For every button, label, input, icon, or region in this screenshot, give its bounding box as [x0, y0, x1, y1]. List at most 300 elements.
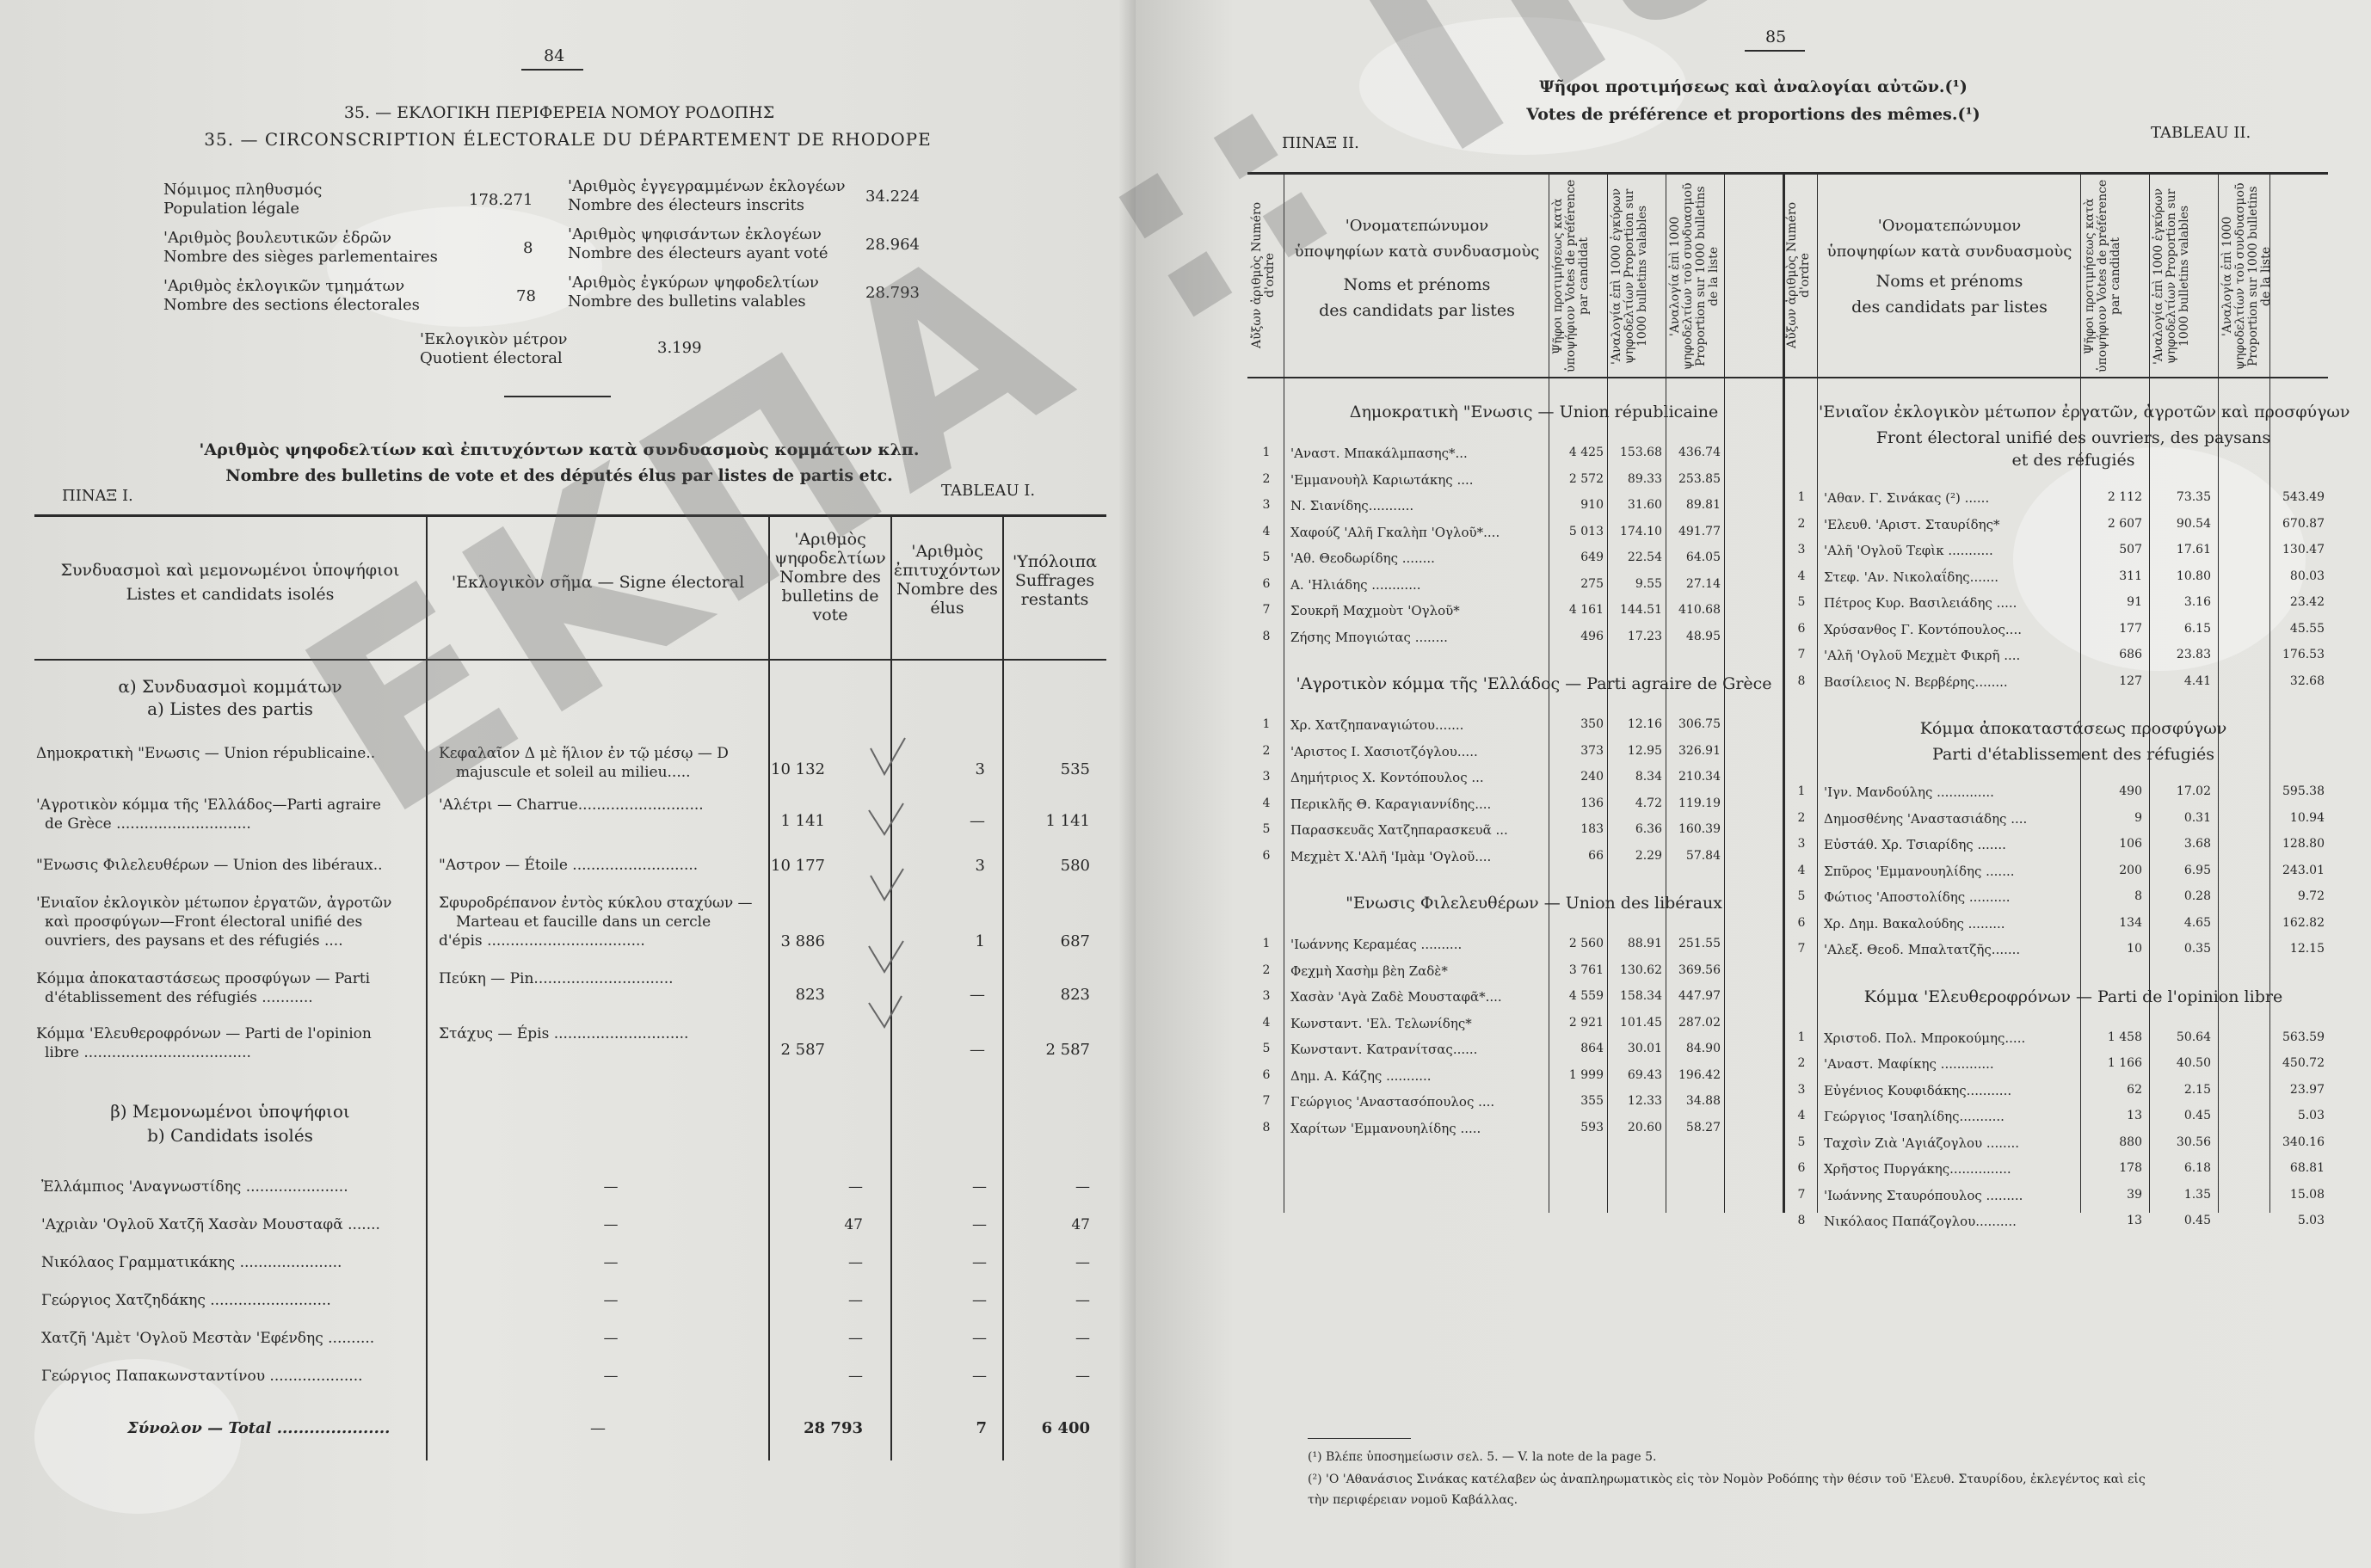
proportion-1000-list: 253.85 — [1678, 471, 1721, 486]
preference-votes: 880 — [2119, 1134, 2142, 1149]
row-number: 6 — [1262, 1067, 1271, 1082]
proportion-1000-list: 9.72 — [2297, 889, 2325, 903]
proportion-1000-list: 243.01 — [2282, 863, 2325, 877]
table2-title-greek: Ψῆφοι προτιμήσεως καὶ ἀναλογίαι αὐτῶν.(¹) — [1539, 77, 1968, 96]
isolated-candidate-name: Χατζῆ 'Αμὲτ 'Ογλοῦ Μεστὰν 'Εφένδης .......... — [41, 1330, 375, 1347]
preference-votes: 4 161 — [1568, 603, 1604, 617]
section-b-french: b) Candidats isolés — [147, 1125, 313, 1146]
candidate-name: 'Ιωάννης Κεραμέας .......... — [1290, 937, 1463, 952]
header-order-left: Αὔξων ἀριθμὸς Numéro d'ordre — [1250, 201, 1277, 349]
preference-votes: 350 — [1580, 717, 1604, 731]
header-names-fr2-right: des candidats par listes — [1851, 298, 2048, 317]
preference-votes: 9 — [2134, 810, 2142, 825]
party-name: Κόμμα 'Ελευθεροφρόνων — Parti de l'opinion — [36, 1025, 372, 1042]
candidate-name: Ζήσης Μπογιώτας ........ — [1290, 629, 1448, 645]
registered-label-fr: Nombre des électeurs inscrits — [568, 196, 804, 214]
proportion-1000-valid: 9.55 — [1635, 576, 1662, 591]
candidate-name: Ν. Σιανίδης........... — [1290, 498, 1414, 513]
candidate-name: 'Αθ. Θεοδωρίδης ........ — [1290, 550, 1435, 566]
party-name-cont: d'établissement des réfugiés ........... — [45, 989, 313, 1006]
col-header-elected: 'Αριθμὸς ἐπιτυχόντων Nombre des élus — [893, 542, 1001, 618]
isolated-votes: — — [848, 1330, 863, 1347]
header-names-fr1-right: Noms et prénoms — [1875, 272, 2023, 291]
proportion-1000-valid: 4.72 — [1635, 796, 1662, 810]
list-title: Κόμμα 'Ελευθεροφρόνων — Parti de l'opinion libre — [1863, 987, 2283, 1006]
quotient-label-fr: Quotient électoral — [420, 349, 563, 367]
left-page — [0, 0, 1136, 1568]
proportion-1000-list: 130.47 — [2282, 543, 2325, 556]
proportion-1000-list: 306.75 — [1678, 717, 1721, 731]
population-label-gr: Νόμιμος πληθυσμός — [163, 181, 323, 199]
right-page — [1136, 0, 2371, 1568]
preference-votes: 3 761 — [1568, 962, 1604, 977]
col-header-votes: 'Αριθμὸς ψηφοδελτίων Nombre des bulletins de vote — [774, 530, 886, 624]
isolated-elected: — — [972, 1254, 987, 1271]
proportion-1000-valid: 4.41 — [2183, 673, 2211, 688]
row-number: 3 — [1797, 1082, 1806, 1097]
row-number: 2 — [1797, 810, 1806, 825]
party-name-cont: libre .................................... — [45, 1044, 251, 1061]
proportion-1000-valid: 22.54 — [1627, 550, 1662, 564]
row-number: 4 — [1262, 796, 1271, 810]
proportion-1000-valid: 0.45 — [2183, 1214, 2211, 1227]
table-label-greek: ΠΙΝΑΞ Ι. — [62, 487, 133, 505]
header-prop1000-right: 'Αναλογία ἐπὶ 1000 ἐγκύρων ψηφοδελτίων Proportion sur 1000 bulletins valables — [2152, 188, 2191, 365]
page-number: 84 — [544, 46, 565, 65]
proportion-1000-list: 58.27 — [1685, 1120, 1721, 1134]
isolated-votes: 47 — [844, 1216, 863, 1233]
preference-votes: 4 425 — [1568, 446, 1604, 459]
isolated-remaining: 47 — [1071, 1216, 1090, 1233]
page-number: 85 — [1765, 28, 1787, 46]
preference-votes: 39 — [2127, 1187, 2142, 1202]
candidate-name: Χαφούζ 'Αλῆ Γκαλὴπ 'Ογλοῦ*.... — [1290, 524, 1500, 540]
proportion-1000-valid: 8.34 — [1635, 770, 1662, 784]
proportion-1000-list: 160.39 — [1678, 822, 1721, 836]
preference-votes: 910 — [1580, 498, 1604, 512]
electoral-sign-cont: majuscule et soleil au milieu..... — [456, 764, 691, 781]
proportion-1000-list: 326.91 — [1678, 743, 1721, 758]
proportion-1000-list: 491.77 — [1678, 524, 1721, 538]
row-number: 5 — [1262, 822, 1271, 836]
proportion-1000-list: 5.03 — [2297, 1214, 2325, 1227]
proportion-1000-list: 543.49 — [2282, 490, 2325, 504]
list-title-cont: Front électoral unifié des ouvriers, des paysans — [1875, 428, 2271, 447]
pencil-tick-marks — [860, 731, 938, 1041]
proportion-1000-list: 5.03 — [2297, 1109, 2325, 1122]
isolated-candidate-name: Γεώργιος Παπακωνσταντίνου .................... — [41, 1368, 363, 1385]
header-votes-left: Ψῆφοι προτιμήσεως κατὰ ὑποψήφιον Votes de préférence par candidat — [1551, 179, 1591, 373]
col-header-sign: 'Εκλογικὸν σῆμα — Signe électoral — [451, 573, 745, 592]
row-number: 1 — [1262, 446, 1271, 459]
header-proplist-right: 'Αναλογία ἐπὶ 1000 ψηφοδελτίων τοῦ συνδυασμοῦ Proportion sur 1000 bulletins de la liste — [2220, 182, 2273, 370]
total-votes: 28 793 — [804, 1419, 863, 1437]
candidate-name: 'Εμμανουὴλ Καριωτάκης .... — [1290, 471, 1474, 488]
candidate-name: 'Αναστ. Μπακάλμπασης*... — [1290, 446, 1468, 461]
preference-votes: 864 — [1580, 1042, 1604, 1055]
proportion-1000-list: 34.88 — [1685, 1094, 1721, 1108]
candidate-name: Βασίλειος Ν. Βερβέρης........ — [1824, 673, 2008, 690]
party-name: Δημοκρατικὴ "Ενωσις — Union républicaine.. — [36, 745, 376, 762]
party-remaining: 535 — [1060, 760, 1090, 778]
isolated-elected: — — [972, 1292, 987, 1309]
proportion-1000-valid: 40.50 — [2176, 1056, 2211, 1070]
preference-votes: 183 — [1580, 822, 1604, 836]
candidate-name: 'Αλῆ 'Ογλοῦ Μεχμὲτ Φικρῆ .... — [1824, 648, 2021, 663]
population-label-fr: Population légale — [163, 200, 300, 218]
proportion-1000-valid: 2.15 — [2183, 1082, 2211, 1097]
party-elected: 3 — [975, 857, 985, 875]
isolated-votes: — — [848, 1368, 863, 1385]
valid-label-gr: 'Αριθμὸς ἐγκύρων ψηφοδελτίων — [568, 274, 819, 292]
candidate-name: Σπῦρος 'Εμμανουηλίδης ....... — [1824, 863, 2015, 879]
party-votes: 10 132 — [771, 760, 825, 778]
quotient-label-gr: 'Εκλογικὸν μέτρον — [420, 330, 568, 348]
footnote-2-line1: (²) 'Ο 'Αθανάσιος Σινάκας κατέλαβεν ὡς ἀναπληρωματικὸς εἰς τὸν Νομὸν Ροδόπης τὴν θέσιν τοῦ 'Ελευθ. Σταυρίδου, ἐκλεγέντος καὶ εἰς — [1308, 1473, 2146, 1486]
preference-votes: 240 — [1580, 770, 1604, 784]
candidate-name: 'Ιωάννης Σταυρόπουλος ......... — [1824, 1187, 2023, 1203]
table2-title-french: Votes de préférence et proportions des mêmes.(¹) — [1526, 105, 1980, 124]
proportion-1000-list: 670.87 — [2282, 516, 2325, 531]
proportion-1000-list: 15.08 — [2289, 1187, 2325, 1202]
candidate-name: Χρῆστος Πυργάκης............... — [1824, 1161, 2011, 1177]
candidate-name: Πέτρος Κυρ. Βασιλειάδης ..... — [1824, 595, 2017, 611]
list-title: Κόμμα ἀποκαταστάσεως προσφύγων — [1919, 719, 2227, 738]
preference-votes: 91 — [2127, 595, 2142, 609]
row-number: 6 — [1797, 915, 1806, 930]
header-names-fr1-left: Noms et prénoms — [1343, 275, 1491, 294]
list-title-cont: et des réfugiés — [2011, 451, 2135, 470]
candidate-name: Κωνσταντ. Κατρανίτσας...... — [1290, 1042, 1478, 1057]
party-remaining: 687 — [1060, 932, 1090, 950]
proportion-1000-valid: 17.02 — [2176, 784, 2211, 798]
candidate-name: Μεχμὲτ Χ.'Αλῆ 'Ιμὰμ 'Ογλοῦ.... — [1290, 848, 1492, 864]
preference-votes: 649 — [1580, 550, 1604, 564]
row-number: 3 — [1797, 837, 1806, 851]
proportion-1000-valid: 0.28 — [2183, 889, 2211, 903]
isolated-remaining: — — [1075, 1330, 1090, 1347]
party-name: 'Ενιαῖον ἐκλογικὸν μέτωπον ἐργατῶν, ἀγροτῶν — [36, 895, 392, 912]
candidate-name: Χρ. Δημ. Βακαλούδης ......... — [1824, 915, 2005, 932]
candidate-name: Χασὰν 'Αγὰ Ζαδὲ Μουσταφᾶ*.... — [1290, 989, 1502, 1005]
candidate-name: Φεχμὴ Χασὴμ βὲη Ζαδὲ* — [1290, 962, 1448, 979]
proportion-1000-valid: 30.56 — [2176, 1134, 2211, 1149]
isolated-sign: — — [603, 1330, 619, 1347]
total-sign: — — [590, 1419, 606, 1437]
candidate-name: Νικόλαος Παπάζογλου.......... — [1824, 1214, 2017, 1229]
preference-votes: 13 — [2127, 1109, 2142, 1122]
row-number: 8 — [1262, 629, 1271, 643]
proportion-1000-valid: 88.91 — [1627, 937, 1662, 950]
party-name: 'Αγροτικὸν κόμμα τῆς 'Ελλάδος—Parti agraire — [36, 796, 381, 814]
electoral-sign-cont: d'épis .................................. — [439, 932, 645, 950]
row-number: 7 — [1797, 1187, 1806, 1202]
sections-label-fr: Nombre des sections électorales — [163, 296, 420, 314]
proportion-1000-list: 23.42 — [2289, 595, 2325, 609]
isolated-candidate-name: 'Αχριὰν 'Ογλοῦ Χατζῆ Χασὰν Μουσταφᾶ ....... — [41, 1216, 380, 1233]
row-number: 8 — [1797, 673, 1806, 688]
table-label-french: TABLEAU I. — [941, 482, 1036, 500]
list-title: Δημοκρατικὴ "Ενωσις — Union républicaine — [1349, 403, 1719, 421]
proportion-1000-valid: 0.45 — [2183, 1109, 2211, 1122]
row-number: 8 — [1797, 1214, 1806, 1227]
proportion-1000-list: 563.59 — [2282, 1030, 2325, 1044]
candidate-name: Παρασκευᾶς Χατζηπαρασκευᾶ ... — [1290, 822, 1508, 838]
row-number: 1 — [1797, 784, 1806, 798]
candidate-name: Φώτιος 'Αποστολίδης .......... — [1824, 889, 2011, 905]
proportion-1000-valid: 0.35 — [2183, 942, 2211, 956]
preference-votes: 136 — [1580, 796, 1604, 810]
proportion-1000-valid: 12.33 — [1627, 1094, 1662, 1108]
preference-votes: 275 — [1580, 576, 1604, 591]
candidate-name: Στεφ. 'Αν. Νικολαΐδης....... — [1824, 569, 1999, 585]
proportion-1000-list: 210.34 — [1678, 770, 1721, 784]
preference-votes: 106 — [2119, 837, 2142, 851]
list-title: 'Ενιαῖον ἐκλογικὸν μέτωπον ἐργατῶν, ἀγροτῶν καὶ προσφύγων — [1819, 403, 2350, 421]
header-votes-right: Ψῆφοι προτιμήσεως κατὰ ὑποψήφιον Votes de préférence par candidat — [2083, 179, 2122, 373]
proportion-1000-valid: 17.61 — [2176, 543, 2211, 556]
header-names-gr2-right: ὑποψηφίων κατὰ συνδυασμοὺς — [1826, 243, 2072, 261]
preference-votes: 10 — [2127, 942, 2142, 956]
preference-votes: 8 — [2134, 889, 2142, 903]
header-names-gr1-left: 'Ονοματεπώνυμον — [1345, 217, 1489, 235]
quotient-value: 3.199 — [657, 339, 702, 357]
party-name: "Ενωσις Φιλελευθέρων — Union des libéraux.. — [36, 857, 383, 874]
proportion-1000-valid: 69.43 — [1627, 1067, 1662, 1082]
electoral-sign: "Αστρον — Étoile ........................... — [439, 857, 699, 874]
candidate-name: Χριστοδ. Πολ. Μπροκούμης..... — [1824, 1030, 2026, 1046]
header-prop1000-left: 'Αναλογία ἐπὶ 1000 ἐγκύρων ψηφοδελτίων Proportion sur 1000 bulletins valables — [1610, 188, 1649, 365]
candidate-name: 'Αριστος Ι. Χασιοτζόγλου..... — [1290, 743, 1478, 759]
candidate-name: Εὐγένιος Κουφιδάκης........... — [1824, 1082, 2012, 1098]
candidate-name: Χρύσανθος Γ. Κοντόπουλος.... — [1824, 621, 2022, 637]
row-number: 2 — [1262, 743, 1271, 758]
row-number: 8 — [1262, 1120, 1271, 1134]
preference-votes: 1 999 — [1568, 1067, 1604, 1082]
proportion-1000-valid: 10.80 — [2176, 569, 2211, 583]
party-elected: 1 — [975, 932, 985, 950]
proportion-1000-valid: 1.35 — [2183, 1187, 2211, 1202]
party-elected: — — [970, 1041, 985, 1059]
party-remaining: 823 — [1060, 986, 1090, 1004]
proportion-1000-valid: 12.95 — [1627, 743, 1662, 758]
proportion-1000-valid: 23.83 — [2176, 648, 2211, 661]
sections-label-gr: 'Αριθμὸς ἐκλογικῶν τμημάτων — [163, 277, 405, 295]
preference-votes: 355 — [1580, 1094, 1604, 1108]
party-votes: 2 587 — [780, 1041, 825, 1059]
candidate-name: Χρ. Χατζηπαναγιώτου....... — [1290, 717, 1464, 733]
proportion-1000-list: 45.55 — [2289, 621, 2325, 636]
isolated-candidate-name: Γεώργιος Χατζηδάκης .......................... — [41, 1292, 331, 1309]
isolated-votes: — — [848, 1254, 863, 1271]
proportion-1000-valid: 3.16 — [2183, 595, 2211, 609]
proportion-1000-valid: 17.23 — [1627, 629, 1662, 643]
isolated-remaining: — — [1075, 1292, 1090, 1309]
list-title: "Ενωσις Φιλελευθέρων — Union des libéraux — [1346, 894, 1722, 913]
party-remaining: 580 — [1060, 857, 1090, 875]
candidate-name: Κωνσταντ. 'Ελ. Τελωνίδης* — [1290, 1015, 1472, 1031]
preference-votes: 1 166 — [2107, 1056, 2142, 1070]
proportion-1000-valid: 144.51 — [1620, 603, 1662, 617]
proportion-1000-list: 410.68 — [1678, 603, 1721, 617]
proportion-1000-list: 196.42 — [1678, 1067, 1721, 1082]
proportion-1000-valid: 158.34 — [1620, 989, 1662, 1003]
valid-value: 28.793 — [865, 284, 920, 302]
seats-value: 8 — [523, 239, 533, 257]
proportion-1000-list: 450.72 — [2282, 1056, 2325, 1070]
proportion-1000-valid: 6.95 — [2183, 863, 2211, 877]
row-number: 1 — [1797, 490, 1806, 504]
registered-value: 34.224 — [865, 188, 920, 206]
party-elected: 3 — [975, 760, 985, 778]
candidate-name: 'Ελευθ. 'Αριστ. Σταυρίδης* — [1824, 516, 2000, 532]
candidate-name: Δημοσθένης 'Αναστασιάδης .... — [1824, 810, 2028, 827]
party-votes: 3 886 — [780, 932, 825, 950]
party-name: Κόμμα ἀποκαταστάσεως προσφύγων — Parti — [36, 970, 371, 987]
preference-votes: 2 607 — [2107, 516, 2142, 531]
proportion-1000-valid: 6.15 — [2183, 621, 2211, 636]
isolated-remaining: — — [1075, 1368, 1090, 1385]
proportion-1000-list: 68.81 — [2289, 1161, 2325, 1175]
preference-votes: 311 — [2119, 569, 2142, 583]
row-number: 4 — [1797, 1109, 1806, 1122]
electoral-sign: Πεύκη — Pin.............................. — [439, 970, 674, 987]
voted-label-gr: 'Αριθμὸς ψηφισάντων ἐκλογέων — [568, 225, 822, 243]
preference-votes: 4 559 — [1568, 989, 1604, 1003]
proportion-1000-list: 436.74 — [1678, 446, 1721, 459]
col-header-lists-fr: Listes et candidats isolés — [126, 585, 335, 604]
table2-label-french: TABLEAU II. — [2151, 124, 2251, 142]
preference-votes: 62 — [2127, 1082, 2142, 1097]
proportion-1000-valid: 89.33 — [1627, 471, 1662, 486]
proportion-1000-valid: 130.62 — [1620, 962, 1662, 977]
section-a-french: a) Listes des partis — [147, 698, 313, 719]
row-number: 5 — [1797, 889, 1806, 903]
candidate-name: 'Αλῆ 'Ογλοῦ Τεφὶκ ........... — [1824, 543, 1993, 558]
watermark: ΕΚΠΑ :: — [258, 10, 1392, 874]
header-names-fr2-left: des candidats par listes — [1319, 301, 1515, 320]
preference-votes: 200 — [2119, 863, 2142, 877]
candidate-name: Σουκρῆ Μαχμοὺτ 'Ογλοῦ* — [1290, 603, 1460, 618]
isolated-sign: — — [603, 1368, 619, 1385]
proportion-1000-valid: 90.54 — [2176, 516, 2211, 531]
proportion-1000-list: 369.56 — [1678, 962, 1721, 977]
row-number: 1 — [1262, 937, 1271, 950]
row-number: 1 — [1262, 717, 1271, 731]
row-number: 5 — [1262, 550, 1271, 564]
proportion-1000-list: 251.55 — [1678, 937, 1721, 950]
proportion-1000-list: 128.80 — [2282, 837, 2325, 851]
electoral-sign: Σφυροδρέπανον ἐντὸς κύκλου σταχύων — — [439, 895, 753, 912]
row-number: 6 — [1797, 1161, 1806, 1175]
proportion-1000-valid: 12.16 — [1627, 717, 1662, 731]
party-votes: 823 — [795, 986, 825, 1004]
row-number: 4 — [1797, 863, 1806, 877]
col-header-remaining: 'Υπόλοιπα Suffrages restants — [1013, 552, 1097, 609]
row-number: 3 — [1262, 770, 1271, 784]
row-number: 3 — [1262, 498, 1271, 512]
row-number: 2 — [1262, 962, 1271, 977]
seats-label-gr: 'Αριθμὸς βουλευτικῶν ἑδρῶν — [163, 229, 391, 247]
party-elected: — — [970, 812, 985, 830]
preference-votes: 2 112 — [2107, 490, 2142, 504]
total-label: Σύνολον — Total ..................... — [127, 1419, 391, 1437]
district-title-french: 35. — CIRCONSCRIPTION ÉLECTORALE DU DÉPARTEMENT DE RHODOPE — [204, 129, 932, 150]
preference-votes: 178 — [2119, 1161, 2142, 1175]
proportion-1000-valid: 30.01 — [1627, 1042, 1662, 1055]
party-remaining: 2 587 — [1045, 1041, 1090, 1059]
row-number: 7 — [1797, 648, 1806, 661]
header-proplist-left: 'Αναλογία ἐπὶ 1000 ψηφοδελτίων τοῦ συνδυασμοῦ Proportion sur 1000 bulletins de la liste — [1668, 182, 1721, 370]
preference-votes: 507 — [2119, 543, 2142, 556]
isolated-remaining: — — [1075, 1178, 1090, 1196]
isolated-candidate-name: Ἐλλάμπιος 'Αναγνωστίδης ...................... — [41, 1178, 348, 1196]
isolated-elected: — — [972, 1330, 987, 1347]
preference-votes: 2 560 — [1568, 937, 1604, 950]
footnote-2-line2: τὴν περιφέρειαν νομοῦ Καβάλλας. — [1308, 1493, 1518, 1507]
isolated-sign: — — [603, 1216, 619, 1233]
candidate-name: Περικλῆς Θ. Καραγιαννίδης.... — [1290, 796, 1492, 812]
header-names-gr1-right: 'Ονοματεπώνυμον — [1877, 217, 2022, 235]
preference-votes: 2 572 — [1568, 471, 1604, 486]
preference-votes: 1 458 — [2107, 1030, 2142, 1044]
voted-value: 28.964 — [865, 236, 920, 254]
proportion-1000-list: 64.05 — [1685, 550, 1721, 564]
row-number: 3 — [1262, 989, 1271, 1003]
preference-votes: 5 013 — [1568, 524, 1604, 538]
proportion-1000-list: 57.84 — [1685, 848, 1721, 863]
registered-label-gr: 'Αριθμὸς ἐγγεγραμμένων ἐκλογέων — [568, 177, 846, 195]
row-number: 2 — [1262, 471, 1271, 486]
row-number: 6 — [1262, 576, 1271, 591]
header-names-gr2-left: ὑποψηφίων κατὰ συνδυασμοὺς — [1294, 243, 1540, 261]
proportion-1000-valid: 6.18 — [2183, 1161, 2211, 1175]
preference-votes: 66 — [1588, 848, 1604, 863]
population-value: 178.271 — [469, 191, 533, 209]
proportion-1000-list: 12.15 — [2289, 942, 2325, 956]
preference-votes: 490 — [2119, 784, 2142, 798]
candidate-name: 'Ιγν. Μανδούλης .............. — [1824, 784, 1994, 800]
proportion-1000-list: 80.03 — [2289, 569, 2325, 583]
preference-votes: 177 — [2119, 621, 2142, 636]
isolated-sign: — — [603, 1178, 619, 1196]
party-votes: 1 141 — [780, 812, 825, 830]
electoral-sign: 'Αλέτρι — Charrue........................... — [439, 796, 704, 814]
proportion-1000-valid: 153.68 — [1620, 446, 1662, 459]
footnote-1: (¹) Βλέπε ὑποσημείωσιν σελ. 5. — V. la note de la page 5. — [1308, 1450, 1657, 1464]
party-name-cont: de Grèce ............................. — [45, 815, 251, 833]
party-votes: 10 177 — [771, 857, 825, 875]
proportion-1000-valid: 174.10 — [1620, 524, 1662, 538]
preference-votes: 686 — [2119, 648, 2142, 661]
electoral-sign-cont: Marteau et faucille dans un cercle — [456, 913, 711, 931]
preference-votes: 593 — [1580, 1120, 1604, 1134]
preference-votes: 2 921 — [1568, 1015, 1604, 1030]
isolated-remaining: — — [1075, 1254, 1090, 1271]
candidate-name: Ταχσὶν Ζιὰ 'Αγιάζογλου ........ — [1824, 1134, 2020, 1151]
isolated-elected: — — [972, 1216, 987, 1233]
proportion-1000-list: 176.53 — [2282, 648, 2325, 661]
row-number: 6 — [1262, 848, 1271, 863]
list-title-cont: Parti d'établissement des réfugiés — [1932, 745, 2214, 764]
proportion-1000-list: 48.95 — [1685, 629, 1721, 643]
isolated-votes: — — [848, 1292, 863, 1309]
preference-votes: 373 — [1580, 743, 1604, 758]
proportion-1000-list: 10.94 — [2289, 810, 2325, 825]
electoral-sign: Κεφαλαῖον Δ μὲ ἥλιον ἐν τῷ μέσῳ — D — [439, 745, 729, 762]
candidate-name: Γεώργιος 'Αναστασόπουλος .... — [1290, 1094, 1495, 1110]
candidate-name: Εὐστάθ. Χρ. Τσιαρίδης ....... — [1824, 837, 2006, 852]
